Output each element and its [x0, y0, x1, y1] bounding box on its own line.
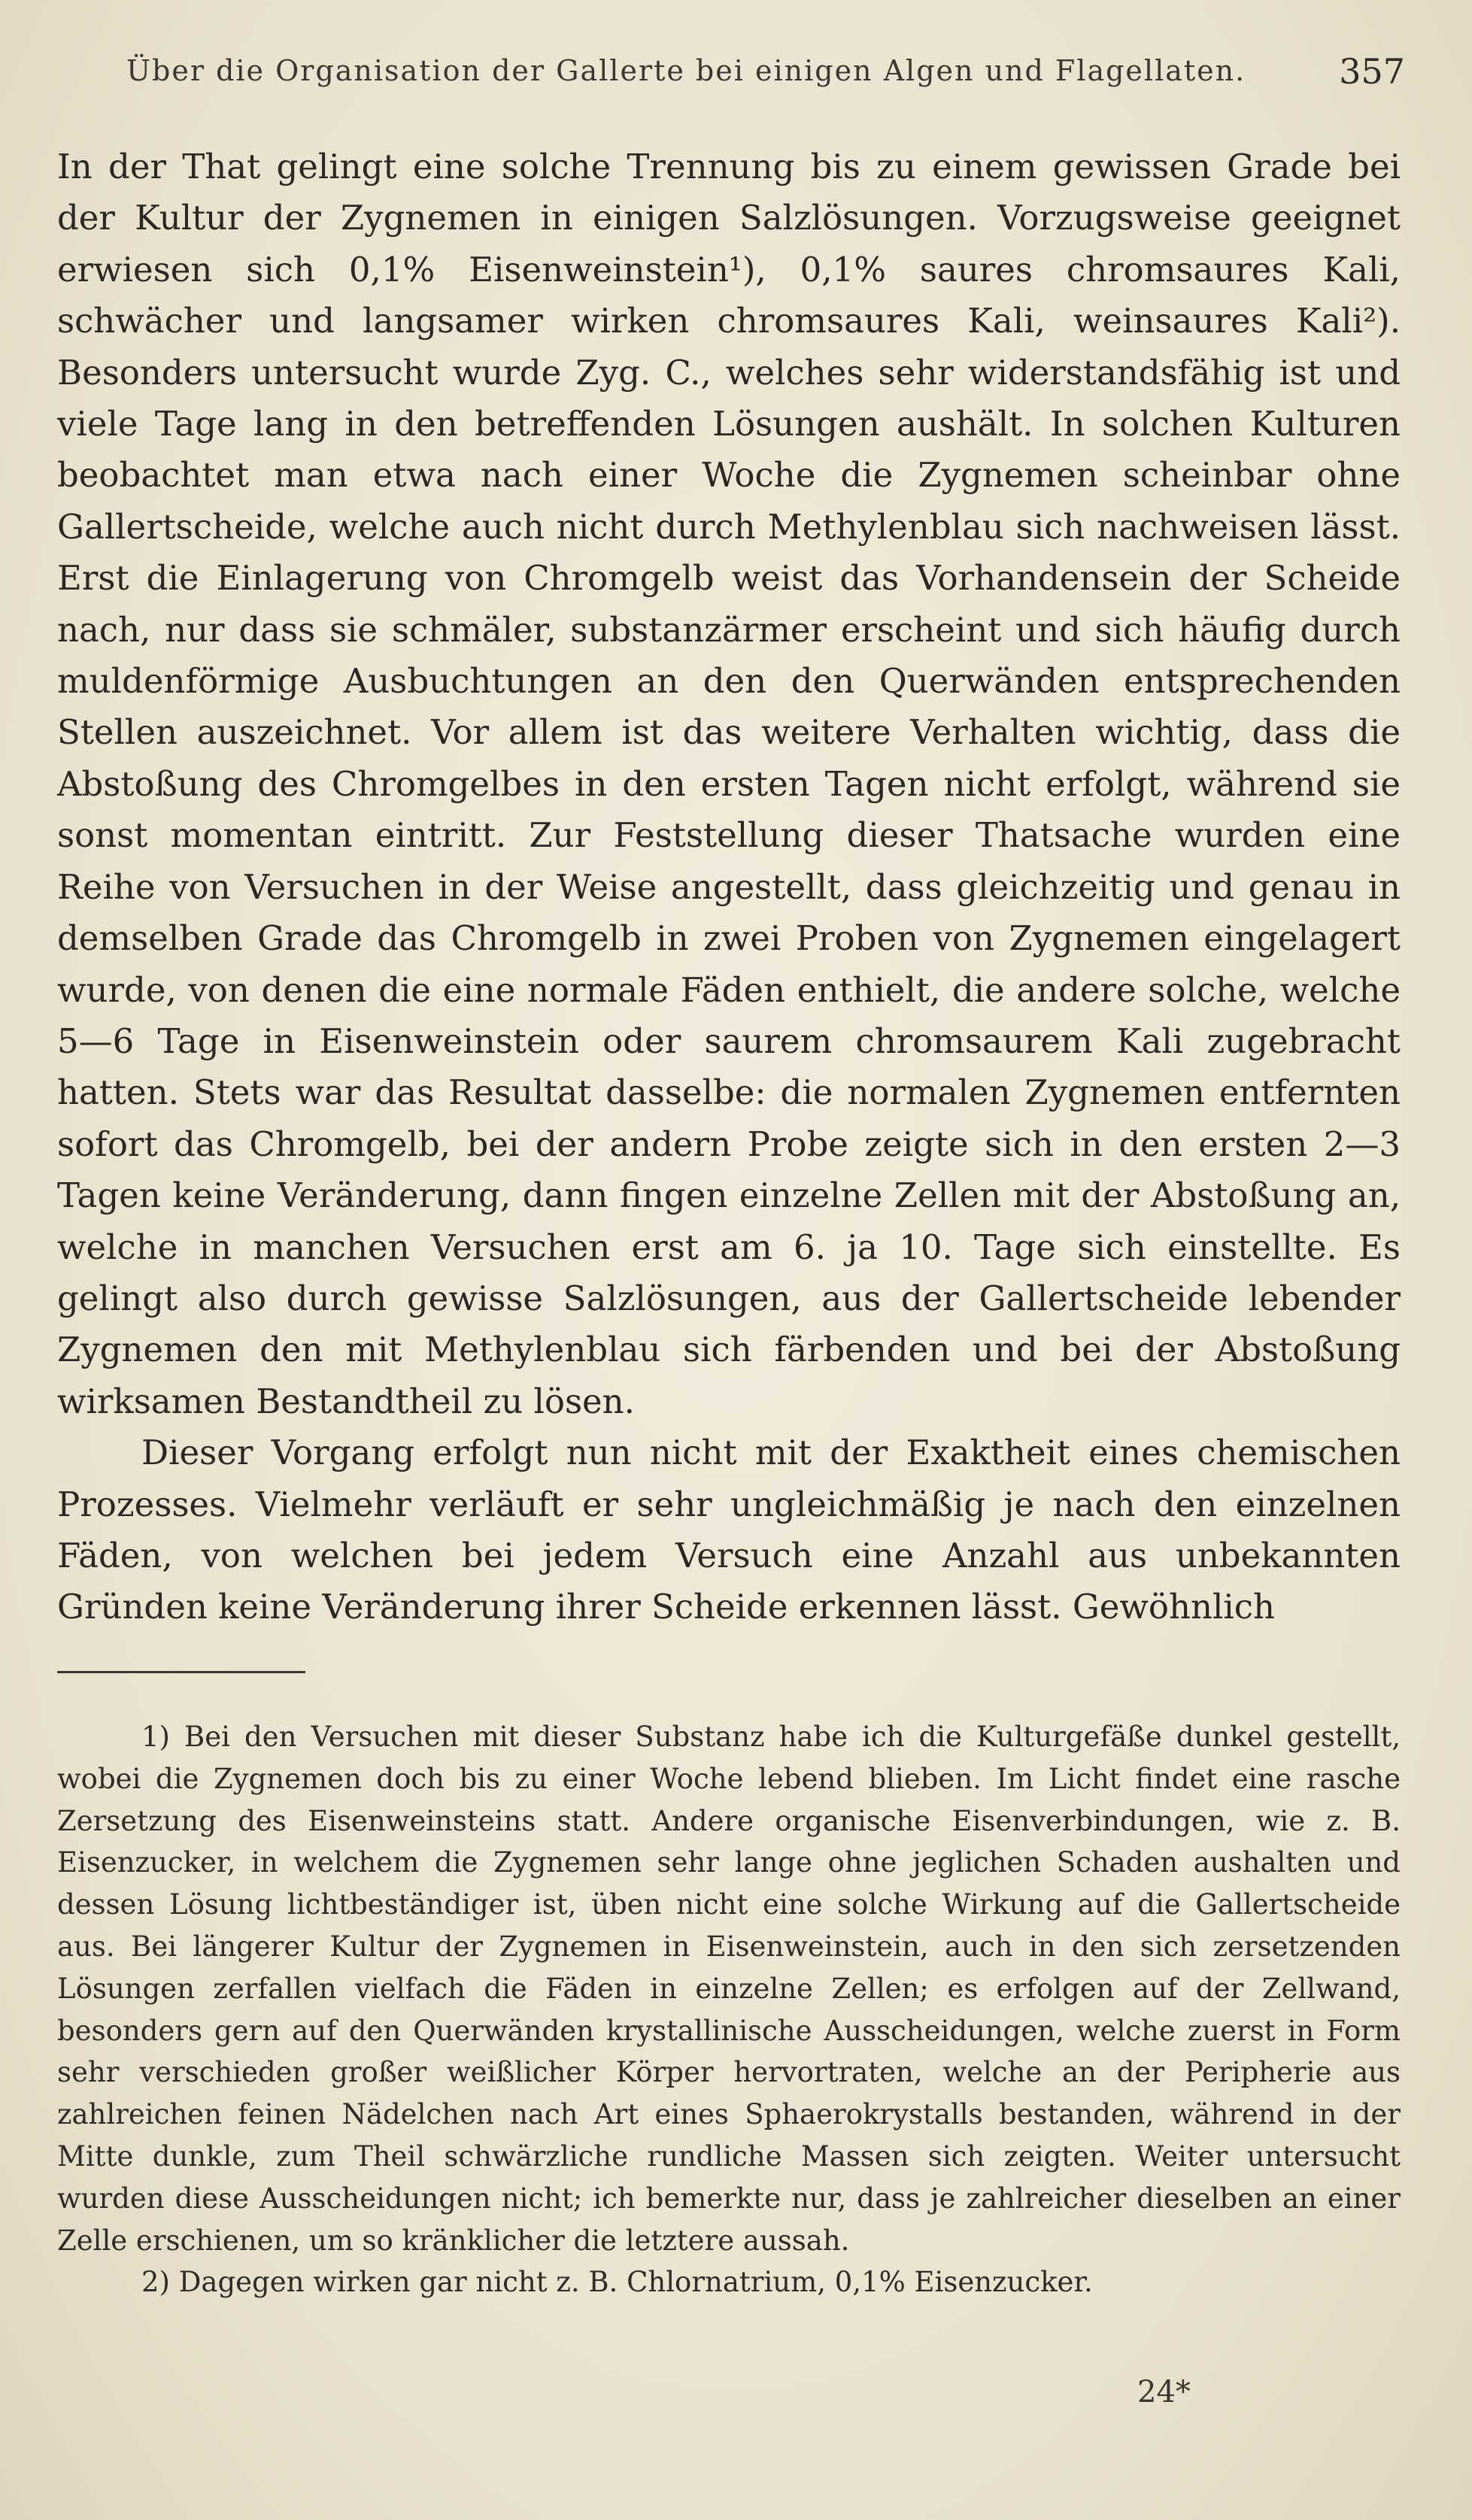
footnote: 2) Dagegen wirken gar nicht z. B. Chlornatrium, 0,1% Eisenzucker. — [141, 2266, 1093, 2299]
main-text — [57, 141, 1401, 1633]
footnote: 1) Bei den Versuchen mit dieser Substanz habe ich die Kulturgefäße dunkel gestellt, wobei die Zygnemen doch bis zu einer Woche lebend blieben. Im Licht findet eine rasche Zersetzung des Eisenweinsteins statt. Andere organische Eisenverbindungen, wie z. B. Eisenzucker, in welchem die Zygnemen sehr lange ohne jeglichen Schaden aushalten und dessen Lösung lichtbeständiger ist, üben nicht eine solche Wirkung auf die Gallertscheide aus. Bei längerer Kultur der Zygnemen in Eisenweinstein, auch in den sich zersetzenden Lösungen zerfallen vielfach die Fäden in einzelne Zellen; es erfolgen auf der Zellwand, besonders gern auf den Querwänden krystallinische Ausscheidungen, welche zuerst in Form sehr verschieden großer weißlicher Körper hervortraten, welche an der Peripherie aus zahlreichen feinen Nädelchen nach Art eines Sphaerokrystalls bestanden, während in der Mitte dunkle, zum Theil schwärzliche rundliche Massen sich zeigten. Weiter untersucht wurden diese Ausscheidungen nicht; ich bemerkte nur, dass je zahlreicher dieselben an einer Zelle erschienen, um so kränklicher die letztere aussah. — [57, 1721, 1401, 2257]
paragraph: In der That gelingt eine solche Trennung bis zu einem gewissen Grade bei der Kultur der Zygnemen in einigen Salzlösungen. Vorzugsweise geeignet erwiesen sich 0,1% Eisenweinstein¹), 0,1% saures chromsaures Kali, schwächer und langsamer wirken chromsaures Kali, weinsaures Kali²). Besonders untersucht wurde Zyg. C., welches sehr widerstandsfähig ist und viele Tage lang in den betreffenden Lösungen aushält. In solchen Kulturen beobachtet man etwa nach einer Woche die Zygnemen scheinbar ohne Gallertscheide, welche auch nicht durch Methylenblau sich nachweisen lässt. Erst die Einlagerung von Chromgelb weist das Vorhandensein der Scheide nach, nur dass sie schmäler, substanzärmer erscheint und sich häufig durch muldenförmige Ausbuchtungen an den den Querwänden entsprechenden Stellen auszeichnet. Vor allem ist das weitere Verhalten wichtig, dass die Abstoßung des Chromgelbes in den ersten Tagen nicht erfolgt, während sie sonst momentan eintritt. Zur Feststellung dieser Thatsache wurden eine Reihe von Versuchen in der Weise angestellt, dass gleichzeitig und genau in demselben Grade das Chromgelb in zwei Proben von Zygnemen eingelagert wurde, von denen die eine normale Fäden enthielt, die andere solche, welche 5—6 Tage in Eisenweinstein oder saurem chromsaurem Kali zugebracht hatten. Stets war das Resultat dasselbe: die normalen Zygnemen entfernten sofort das Chromgelb, bei der andern Probe zeigte sich in den ersten 2—3 Tagen keine Veränderung, dann fingen einzelne Zellen mit der Abstoßung an, welche in manchen Versuchen erst am 6. ja 10. Tage sich einstellte. Es gelingt also durch gewisse Salzlösungen, aus der Gallertscheide lebender Zygnemen den mit Methylenblau sich färbenden und bei der Abstoßung wirksamen Bestandtheil zu lösen. — [57, 147, 1401, 1421]
printer-signature: 24* — [1137, 2375, 1191, 2409]
page-number: 357 — [1339, 51, 1405, 92]
paragraph: Dieser Vorgang erfolgt nun nicht mit der Exaktheit eines chemischen Prozesses. Vielmehr verläuft er sehr ungleichmäßig je nach den einzelnen Fäden, von welchen bei jedem Versuch eine Anzahl aus unbekannten Gründen keine Veränderung ihrer Scheide erkennen lässt. Gewöhnlich — [57, 1433, 1401, 1627]
footnotes — [57, 1716, 1401, 2303]
running-title: Über die Organisation der Gallerte bei einigen Algen und Flagellaten. — [126, 54, 1246, 87]
running-header — [126, 51, 1405, 99]
footnote-divider — [57, 1671, 305, 1673]
